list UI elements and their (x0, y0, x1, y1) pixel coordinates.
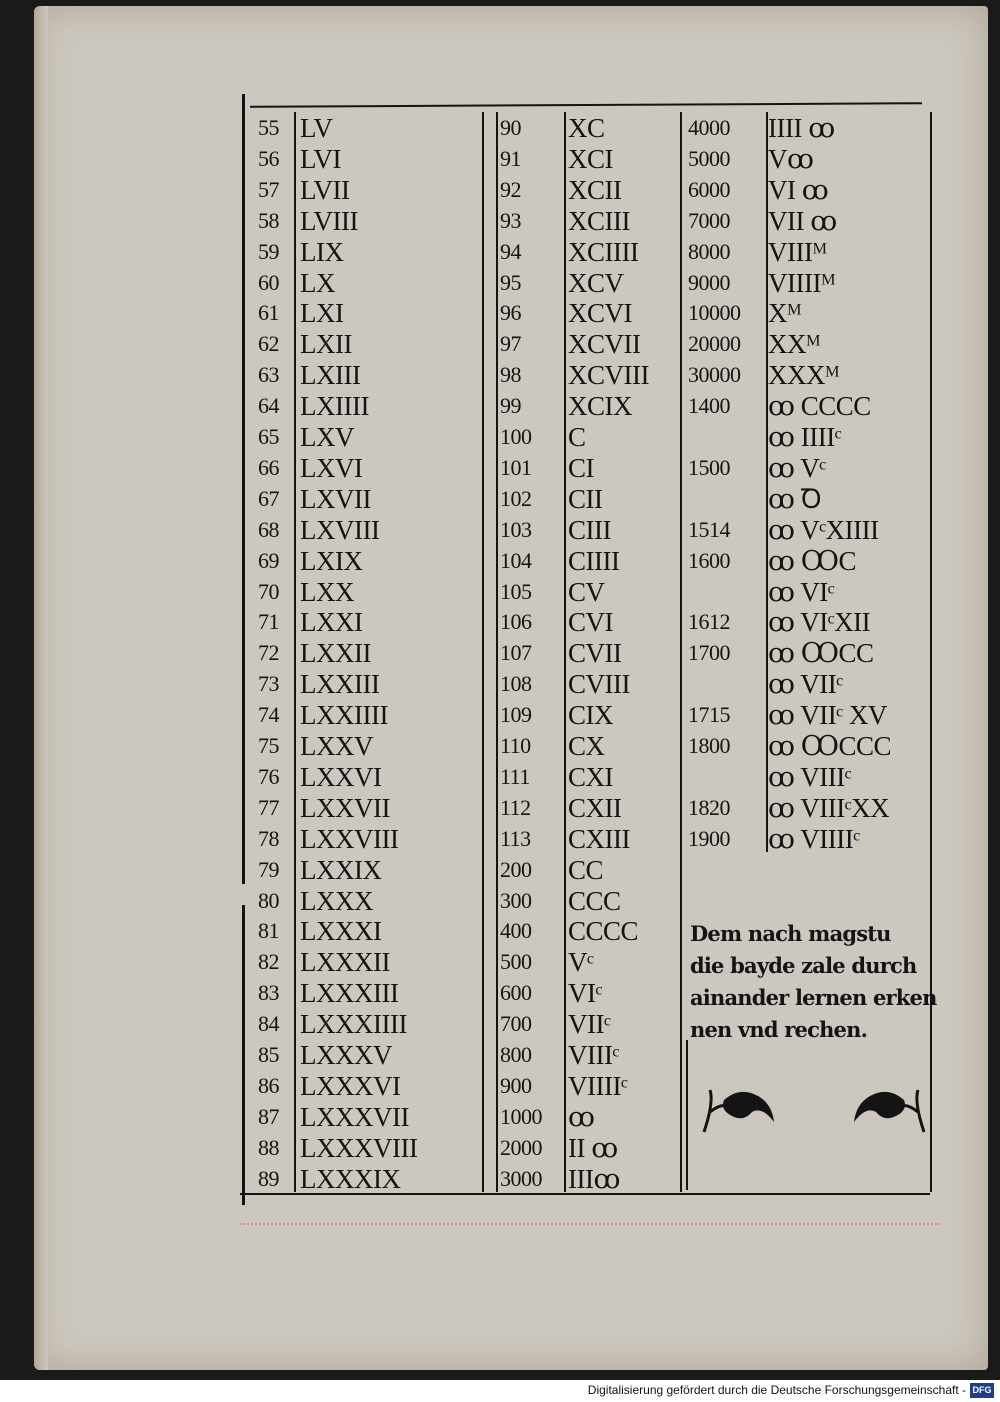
col2-right-rule (680, 112, 682, 1192)
roman-numeral: ꝏ VIIᶜ XV (768, 700, 887, 731)
note-left-rule (686, 1040, 688, 1190)
roman-numeral: ꝏ Ꝺ (768, 483, 822, 514)
arabic-number: 1900 (688, 825, 730, 851)
roman-numeral: CXII (568, 792, 622, 823)
arabic-number: 82 (258, 949, 279, 975)
arabic-number: 81 (258, 918, 279, 944)
roman-numeral: LXXXVII (300, 1101, 409, 1132)
roman-numeral: CC (568, 854, 604, 885)
arabic-number: 4000 (688, 115, 730, 140)
arabic-number: 74 (258, 702, 279, 728)
roman-numeral: ꝏ ꝎCCC (768, 731, 891, 761)
arabic-number: 88 (258, 1134, 279, 1160)
roman-numeral: ꝏ VIIᶜ (768, 669, 843, 700)
arabic-number: 600 (500, 980, 532, 1006)
roman-numeral: ꝏ VIᶜ (768, 576, 835, 607)
roman-numeral: LXXIX (300, 854, 382, 885)
roman-numeral: LXXV (300, 731, 373, 761)
closing-note (690, 918, 936, 1046)
arabic-number: 107 (500, 640, 532, 666)
arabic-number: 500 (500, 949, 532, 975)
footer-credit: Digitalisierung gefördert durch die Deutsche Forschungsgemeinschaft - (587, 1383, 966, 1397)
arabic-number: 108 (500, 671, 532, 697)
arabic-number: 109 (500, 702, 532, 728)
arabic-number: 1820 (688, 794, 730, 820)
arabic-number: 111 (500, 763, 530, 789)
roman-numeral: XCVII (568, 329, 641, 360)
arabic-number: 79 (258, 856, 279, 882)
arabic-number: 1000 (500, 1103, 542, 1129)
roman-numeral: ꝏ VᶜXIIII (768, 514, 879, 545)
arabic-number: 105 (500, 578, 532, 604)
roman-numeral: II ꝏ (568, 1132, 618, 1163)
roman-numeral: C (568, 422, 586, 452)
roman-numeral: LXII (300, 329, 352, 360)
roman-numeral: XXᴹ (768, 329, 821, 360)
arabic-number: 78 (258, 825, 279, 851)
arabic-number: 900 (500, 1072, 532, 1098)
roman-numeral: CIIII (568, 545, 620, 576)
arabic-number: 1600 (688, 547, 730, 573)
roman-numeral: LXXVII (300, 792, 390, 823)
arabic-number: 1612 (688, 609, 730, 635)
roman-numeral: VI ꝏ (768, 174, 829, 205)
arabic-number: 65 (258, 424, 279, 449)
roman-numeral: ꝏ VIᶜXII (768, 607, 871, 638)
roman-numeral: CV (568, 576, 605, 607)
arabic-number: 800 (500, 1042, 532, 1067)
dotted-margin-line (240, 1223, 940, 1225)
arabic-number: 59 (258, 238, 279, 264)
arabic-number: 55 (258, 115, 279, 140)
arabic-number: 1800 (688, 733, 730, 758)
arabic-number: 85 (258, 1042, 279, 1067)
arabic-number: 97 (500, 331, 521, 357)
roman-numeral: ꝏ (568, 1101, 595, 1132)
arabic-number: 72 (258, 640, 279, 666)
arabic-number: 66 (258, 454, 279, 480)
roman-numeral: CX (568, 731, 605, 761)
arabic-number: 61 (258, 300, 279, 326)
left-border-rule-lower (242, 905, 245, 1205)
roman-numeral: LXXXI (300, 916, 382, 947)
arabic-number: 84 (258, 1011, 279, 1037)
leaf-ornament-right-icon (848, 1082, 928, 1142)
arabic-number: 63 (258, 362, 279, 388)
roman-numeral: LXXXII (300, 947, 390, 978)
arabic-number: 80 (258, 887, 279, 913)
arabic-number: 3000 (500, 1165, 542, 1191)
left-border-rule (242, 94, 245, 884)
arabic-number: 400 (500, 918, 532, 944)
note-line: Dem nach magstu (690, 921, 891, 946)
roman-numeral: XCV (568, 267, 624, 298)
roman-numeral: LVIII (300, 205, 358, 236)
roman-numeral: XC (568, 113, 605, 143)
roman-numeral: LIX (300, 236, 344, 267)
roman-numeral: LVII (300, 174, 350, 205)
roman-numeral: LXIII (300, 360, 361, 391)
arabic-number: 94 (500, 238, 521, 264)
arabic-number: 112 (500, 794, 531, 820)
arabic-number: 106 (500, 609, 532, 635)
roman-numeral: XCIX (568, 391, 632, 422)
arabic-number: 67 (258, 485, 279, 511)
arabic-number: 90 (500, 115, 521, 140)
arabic-number: 300 (500, 887, 532, 913)
arabic-number: 89 (258, 1165, 279, 1191)
roman-numeral: LXVIII (300, 514, 380, 545)
roman-numeral: XCII (568, 174, 622, 205)
roman-numeral: LXIX (300, 545, 363, 576)
roman-numeral: CXIII (568, 823, 630, 854)
arabic-number: 95 (500, 269, 521, 295)
roman-numeral: XCVIII (568, 360, 649, 391)
arabic-number: 75 (258, 733, 279, 758)
arabic-number: 6000 (688, 176, 730, 202)
roman-numeral: CVII (568, 638, 622, 669)
arabic-number: 8000 (688, 238, 730, 264)
col1-divider (294, 112, 296, 1192)
arabic-number: 87 (258, 1103, 279, 1129)
page-edge (34, 6, 48, 1370)
roman-numeral: LXVI (300, 452, 363, 483)
arabic-number: 98 (500, 362, 521, 388)
arabic-number: 20000 (688, 331, 741, 357)
arabic-number: 1500 (688, 454, 730, 480)
roman-numeral: LXXXVIII (300, 1132, 418, 1163)
roman-numeral: LXXII (300, 638, 371, 669)
roman-numeral: LXXIII (300, 669, 380, 700)
roman-numeral: CCCC (568, 916, 639, 947)
arabic-number: 700 (500, 1011, 532, 1037)
roman-numeral: CI (568, 452, 594, 483)
roman-numeral: ꝏ VIIIᶜXX (768, 792, 890, 823)
roman-numeral: IIIꝏ (568, 1163, 620, 1194)
roman-numeral: CVI (568, 607, 613, 638)
roman-numeral: VIIIIᴹ (768, 267, 836, 298)
roman-numeral: CIX (568, 700, 613, 731)
arabic-number: 73 (258, 671, 279, 697)
roman-numeral: CII (568, 483, 603, 514)
roman-numeral: XCVI (568, 298, 632, 329)
roman-numeral: ꝏ Vᶜ (768, 452, 826, 483)
roman-numeral: ꝏ VIIIᶜ (768, 761, 852, 792)
roman-numeral: VIIIIᶜ (568, 1070, 628, 1101)
arabic-number: 100 (500, 424, 532, 449)
arabic-number: 58 (258, 207, 279, 233)
arabic-number: 1715 (688, 702, 730, 728)
arabic-number: 104 (500, 547, 532, 573)
roman-numeral: LXIIII (300, 391, 369, 422)
roman-numeral: ꝏ CCCC (768, 391, 871, 422)
roman-numeral: LXXX (300, 885, 373, 916)
arabic-number: 200 (500, 856, 532, 882)
roman-numeral: XCIII (568, 205, 630, 236)
roman-numeral: XCI (568, 143, 613, 174)
roman-numeral: ꝏ ꝎC (768, 545, 856, 576)
note-line: die bayde zale durch (690, 953, 917, 978)
arabic-number: 91 (500, 145, 521, 171)
arabic-number: 1514 (688, 516, 730, 542)
roman-numeral: LXXVI (300, 761, 382, 792)
roman-numeral: LV (300, 113, 333, 143)
roman-numeral: VIIᶜ (568, 1009, 611, 1040)
arabic-number: 110 (500, 733, 531, 758)
arabic-number: 9000 (688, 269, 730, 295)
leaf-ornament-left-icon (700, 1082, 780, 1142)
roman-numeral: XXXᴹ (768, 360, 840, 391)
roman-numeral: VII ꝏ (768, 205, 837, 236)
roman-numeral: XCIIII (568, 236, 639, 267)
arabic-number: 93 (500, 207, 521, 233)
note-line: ainander lernen erken (690, 985, 937, 1010)
arabic-number: 69 (258, 547, 279, 573)
roman-numeral: Xᴹ (768, 298, 802, 329)
arabic-number: 57 (258, 176, 279, 202)
roman-numeral: CVIII (568, 669, 630, 700)
arabic-number: 76 (258, 763, 279, 789)
roman-numeral: LXXXIII (300, 978, 399, 1009)
roman-numeral: ꝏ VIIIIᶜ (768, 823, 860, 854)
arabic-number: 101 (500, 454, 532, 480)
arabic-number: 103 (500, 516, 532, 542)
col1-right-rule (482, 112, 484, 1192)
roman-numeral: CCC (568, 885, 621, 916)
arabic-number: 113 (500, 825, 531, 851)
roman-numeral: LXI (300, 298, 344, 329)
roman-numeral: VIIIᶜ (568, 1040, 619, 1070)
roman-numeral: CIII (568, 514, 611, 545)
roman-numeral: LXXVIII (300, 823, 399, 854)
arabic-number: 5000 (688, 145, 730, 171)
roman-numeral: LXX (300, 576, 354, 607)
col2-left-rule (496, 112, 498, 1192)
roman-numeral: LXXXVI (300, 1070, 401, 1101)
arabic-number: 102 (500, 485, 532, 511)
roman-numeral: LXXIIII (300, 700, 388, 731)
arabic-number: 83 (258, 980, 279, 1006)
footer-bar (0, 1380, 1000, 1402)
roman-numeral: ꝏ IIIIᶜ (768, 422, 842, 452)
roman-numeral: ꝏ ꝎCC (768, 638, 874, 669)
roman-numeral: IIII ꝏ (768, 113, 835, 143)
roman-numeral: VIᶜ (568, 978, 602, 1009)
roman-numeral: LXXI (300, 607, 363, 638)
roman-numeral: VIIIᴹ (768, 236, 827, 267)
arabic-number: 1400 (688, 393, 730, 419)
roman-numeral: Vꝏ (768, 143, 814, 174)
roman-numeral: LXXXIIII (300, 1009, 407, 1040)
arabic-number: 56 (258, 145, 279, 171)
roman-numeral: CXI (568, 761, 613, 792)
arabic-number: 92 (500, 176, 521, 202)
roman-numeral: LXXXV (300, 1040, 392, 1070)
arabic-number: 1700 (688, 640, 730, 666)
roman-numeral: LXV (300, 422, 354, 452)
arabic-number: 62 (258, 331, 279, 357)
note-line: nen vnd rechen. (690, 1017, 868, 1042)
arabic-number: 71 (258, 609, 279, 635)
arabic-number: 30000 (688, 362, 741, 388)
arabic-number: 64 (258, 393, 279, 419)
arabic-number: 99 (500, 393, 521, 419)
arabic-number: 60 (258, 269, 279, 295)
arabic-number: 70 (258, 578, 279, 604)
arabic-number: 86 (258, 1072, 279, 1098)
dfg-logo: DFG (970, 1383, 994, 1398)
arabic-number: 96 (500, 300, 521, 326)
roman-numeral: LX (300, 267, 335, 298)
arabic-number: 7000 (688, 207, 730, 233)
roman-numeral: LVI (300, 143, 342, 174)
roman-numeral: LXVII (300, 483, 371, 514)
arabic-number: 68 (258, 516, 279, 542)
col2-divider (564, 112, 566, 1192)
roman-numeral: LXXXIX (300, 1163, 401, 1194)
roman-numeral: Vᶜ (568, 947, 594, 978)
arabic-number: 77 (258, 794, 279, 820)
arabic-number: 2000 (500, 1134, 542, 1160)
arabic-number: 10000 (688, 300, 741, 326)
